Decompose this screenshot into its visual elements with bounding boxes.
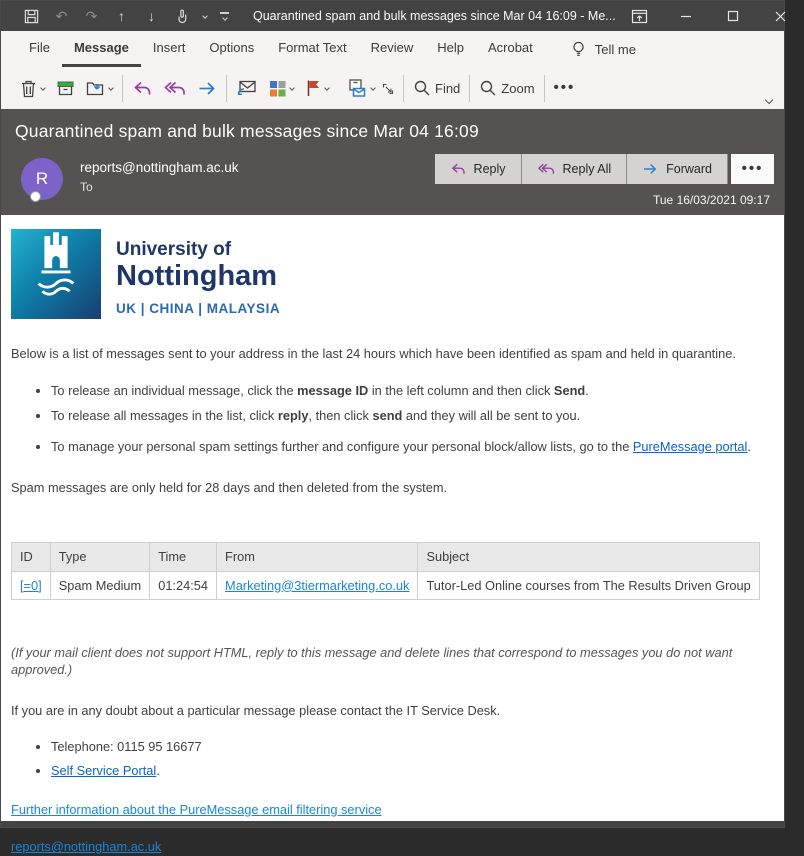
forward-label: Forward <box>666 162 712 176</box>
next-item-icon[interactable]: ↓ <box>148 8 155 24</box>
find-button[interactable] <box>413 79 460 97</box>
subject-row <box>1 109 784 153</box>
bullet1-bold2: Send <box>553 383 586 399</box>
customize-qat-icon[interactable] <box>220 12 229 20</box>
table-header-row <box>12 543 760 571</box>
reply-button[interactable] <box>435 154 522 184</box>
archive-button[interactable] <box>56 79 75 97</box>
spam-time-cell: 01:24:54 <box>150 571 217 599</box>
tags-button[interactable] <box>347 78 375 98</box>
bullet2-bold2: send <box>372 407 403 423</box>
window-title: Quarantined spam and bulk messages since Mar 04 16:09 - Me... <box>253 9 616 23</box>
bullet1-text: To release an individual message, click the <box>51 383 298 399</box>
ribbon-tab-bar <box>1 31 784 67</box>
message-date: Tue 16/03/2021 09:17 <box>653 193 770 207</box>
tab-options[interactable]: Options <box>209 40 255 55</box>
bullet3-post: . <box>747 438 751 454</box>
tab-message[interactable]: Message <box>62 31 141 67</box>
zoom-label: Zoom <box>501 80 535 96</box>
forward-icon-button[interactable] <box>197 80 217 97</box>
col-id: ID <box>12 543 51 571</box>
spam-from-link[interactable]: Marketing@3tiermarketing.co.uk <box>225 577 410 593</box>
delete-button[interactable] <box>20 79 45 98</box>
window-bottom-edge <box>1 821 784 827</box>
reports-mailto-link[interactable]: reports@nottingham.ac.uk <box>11 839 162 855</box>
logo-line2: Nottingham <box>116 259 278 292</box>
maximize-icon[interactable] <box>710 1 757 31</box>
service-desk-note: If you are in any doubt about a particular message please contact the IT Service Desk. <box>11 703 501 719</box>
spam-subject-cell: Tutor-Led Online courses from The Results Driven Group <box>418 571 759 599</box>
to-label[interactable]: To <box>80 180 93 194</box>
bullet1-bold1: message ID <box>297 383 369 399</box>
popout-icon[interactable] <box>616 1 663 31</box>
undo-icon[interactable]: ↶ <box>55 8 68 24</box>
respond-group <box>123 80 226 97</box>
bullet1-mid: in the left column and then click <box>368 383 554 399</box>
redo-icon[interactable]: ↷ <box>85 8 98 24</box>
further-information-link[interactable]: Further information about the PureMessage email filtering service <box>11 802 382 818</box>
zoom-group <box>470 79 543 97</box>
col-time: Time <box>150 543 217 571</box>
reply-icon-button[interactable] <box>132 80 152 97</box>
release-instructions-list <box>11 382 770 424</box>
quarantine-table <box>11 542 760 600</box>
bullet2-bold1: reply <box>277 407 309 423</box>
sender-row <box>1 153 784 215</box>
email-body <box>1 215 784 855</box>
puremessage-portal-link[interactable]: PureMessage portal <box>632 438 748 454</box>
tab-insert[interactable]: Insert <box>152 40 186 55</box>
table-row <box>12 571 760 599</box>
list-item <box>51 382 770 399</box>
tab-review[interactable]: Review <box>370 40 414 55</box>
ribbon-toolbar <box>1 67 784 109</box>
list-item <box>51 438 770 455</box>
tab-acrobat[interactable]: Acrobat <box>487 40 533 55</box>
bullet3-text: To manage your personal spam settings further and configure your personal block/allow lists, go to the <box>51 438 633 454</box>
portal-post: . <box>156 762 160 778</box>
quick-steps-dropdown-icon[interactable] <box>289 85 295 91</box>
col-from: From <box>217 543 418 571</box>
reply-all-icon-button[interactable] <box>163 80 186 97</box>
message-header <box>1 109 784 215</box>
follow-up-flag-button[interactable] <box>305 79 329 97</box>
self-service-portal-link[interactable]: Self Service Portal <box>51 762 157 778</box>
minimize-icon[interactable] <box>663 1 710 31</box>
message-actions <box>435 153 774 215</box>
tags-group <box>338 78 403 98</box>
list-item <box>51 762 770 779</box>
tab-help[interactable]: Help <box>437 40 464 55</box>
tell-me-label: Tell me <box>594 41 636 57</box>
dialog-launcher-icon[interactable] <box>382 83 394 95</box>
logo-line1: University of <box>116 239 232 260</box>
more-commands-button[interactable]: ••• <box>553 79 576 96</box>
delete-group <box>11 79 122 98</box>
nottingham-logo <box>11 229 770 319</box>
tab-file[interactable]: File <box>29 40 50 55</box>
more-commands-group <box>545 79 585 96</box>
tab-format-text[interactable]: Format Text <box>278 40 347 55</box>
share-email-button[interactable] <box>236 79 258 98</box>
col-subject: Subject <box>418 543 759 571</box>
move-dropdown-icon[interactable] <box>108 85 114 91</box>
window-controls <box>616 1 804 31</box>
forward-button[interactable] <box>627 154 728 184</box>
previous-item-icon[interactable]: ↑ <box>118 8 125 24</box>
sender-avatar[interactable] <box>21 158 63 200</box>
castle-logo-icon <box>11 229 101 319</box>
move-to-folder-button[interactable] <box>86 79 113 97</box>
bullet1-post: . <box>585 383 589 399</box>
logo-line3: UK | CHINA | MALAYSIA <box>116 301 281 317</box>
more-actions-dots: ••• <box>741 160 764 177</box>
reply-all-button[interactable] <box>522 154 628 184</box>
bullet2-post: and they will all be sent to you. <box>402 407 581 423</box>
html-client-note: (If your mail client does not support HTML, reply to this message and delete lines that correspond to messages you do not want approved.) <box>11 644 733 678</box>
reply-all-label: Reply All <box>562 162 612 176</box>
message-id-link[interactable]: [=0] <box>20 577 42 593</box>
find-group <box>404 79 469 97</box>
collapse-ribbon-icon[interactable] <box>765 96 773 104</box>
quick-steps-button[interactable] <box>269 80 294 97</box>
presence-indicator <box>30 191 41 202</box>
retention-note: Spam messages are only held for 28 days and then deleted from the system. <box>11 480 448 496</box>
quick-access-toolbar <box>1 8 229 25</box>
more-actions-button[interactable] <box>731 154 774 184</box>
zoom-button[interactable] <box>479 79 534 97</box>
sender-address[interactable]: reports@nottingham.ac.uk <box>80 160 239 175</box>
save-icon[interactable] <box>23 8 40 25</box>
settings-list <box>11 438 770 455</box>
flag-dropdown-icon[interactable] <box>324 85 330 91</box>
list-item <box>51 738 770 755</box>
find-label: Find <box>435 80 461 96</box>
avatar-initial: R <box>21 158 63 200</box>
touch-mode-dropdown-icon[interactable] <box>202 13 208 19</box>
telephone-text: Telephone: 0115 95 16677 <box>51 738 202 754</box>
col-type: Type <box>50 543 150 571</box>
bullet2-text: To release all messages in the list, click <box>51 407 278 423</box>
message-subject: Quarantined spam and bulk messages since Mar 04 16:09 <box>15 120 479 141</box>
title-bar <box>1 1 784 31</box>
quicksteps-group <box>227 79 338 98</box>
tags-dropdown-icon[interactable] <box>370 85 376 91</box>
tell-me-box[interactable] <box>571 31 636 67</box>
bullet2-mid: , then click <box>308 407 373 423</box>
reply-label: Reply <box>473 162 506 176</box>
contact-list <box>11 738 770 780</box>
delete-dropdown-icon[interactable] <box>40 85 46 91</box>
lightbulb-icon <box>571 40 586 58</box>
intro-paragraph: Below is a list of messages sent to your address in the last 24 hours which have been identified as spam and held in quarantine. <box>11 346 736 361</box>
touch-mouse-mode-icon[interactable] <box>173 8 190 25</box>
list-item <box>51 407 770 424</box>
spam-type-cell: Spam Medium <box>50 571 150 599</box>
close-icon[interactable] <box>757 1 804 31</box>
